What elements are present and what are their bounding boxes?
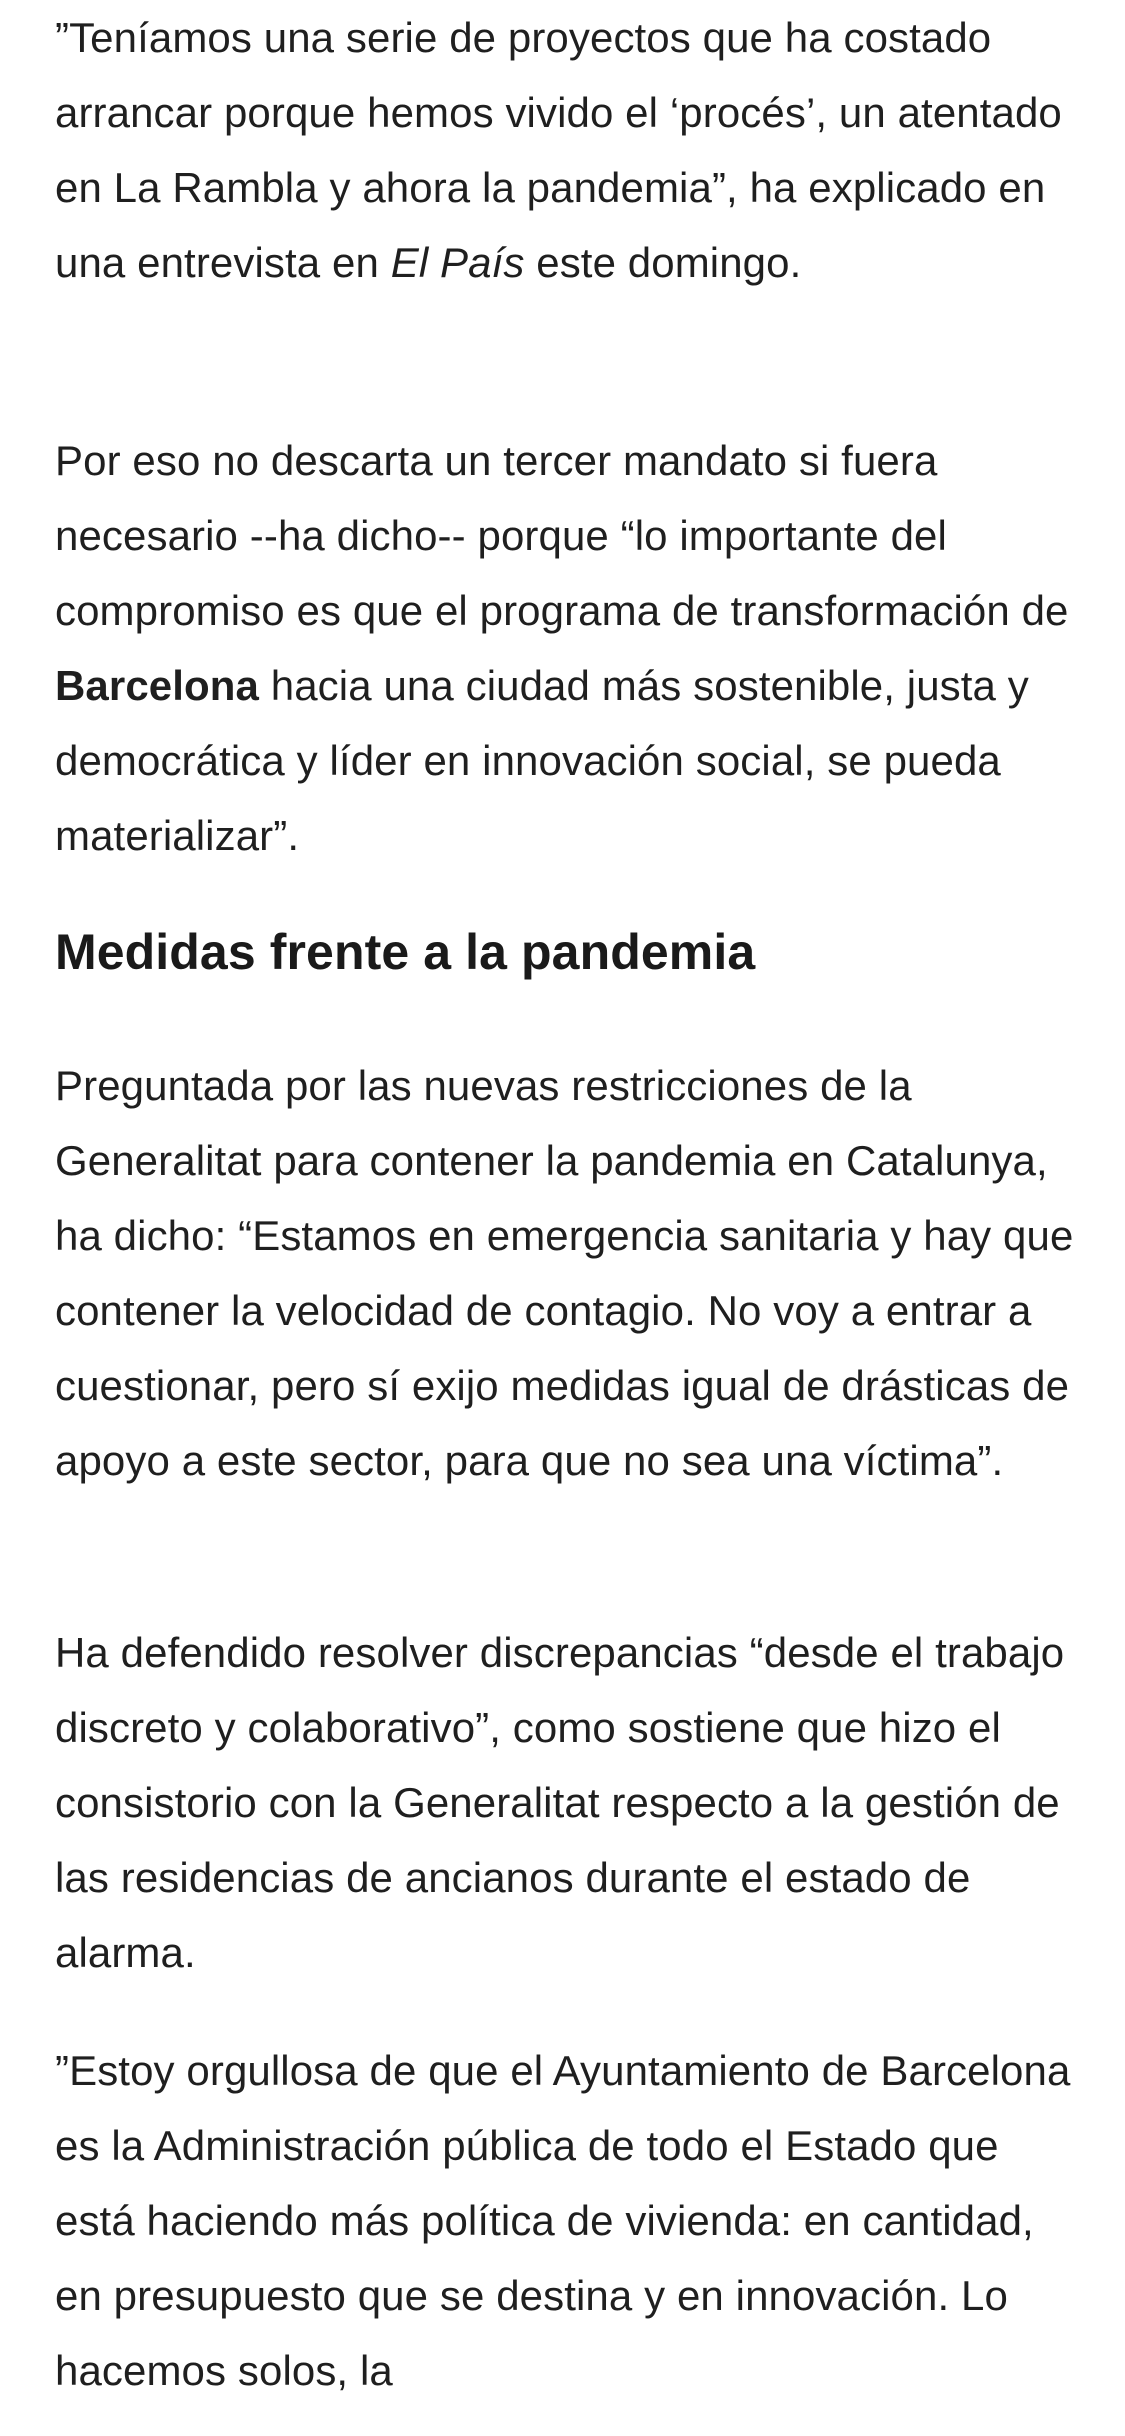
paragraph-discrepancies: Ha defendido resolver discrepancias “desde el trabajo discreto y colaborativo”, como sostiene que hizo el consistorio con la Generalitat respecto a la gestión de las residencias de ancianos durante el estado de alarma. — [55, 1629, 1065, 1976]
paragraph-housing: ”Estoy orgullosa de que el Ayuntamiento de Barcelona es la Administración pública de todo el Estado que está haciendo más política de vivienda: en cantidad, en presupuesto que se destina y en innovación. Lo hacemos solos, la — [55, 2047, 1071, 2394]
paragraph-third-term-text: Por eso no descarta un tercer mandato si fuera necesario --ha dicho-- porque “lo importante del compromiso es que el programa de transformación de — [55, 437, 1069, 634]
paragraph-interview-tail: este domingo. — [524, 239, 802, 286]
paragraph-interview-text: ”Teníamos una serie de proyectos que ha costado arrancar porque hemos vivido el ‘procés’, un atentado en La Rambla y ahora la pandemia”, ha explicado en una entrevista en — [55, 14, 1062, 286]
city-name-bold: Barcelona — [55, 662, 259, 709]
section-heading: Medidas frente a la pandemia — [55, 924, 756, 980]
paragraph-interview — [55, 0, 1075, 300]
newspaper-name: El País — [390, 239, 525, 286]
paragraph-third-term-tail: hacia una ciudad más sostenible, justa y democrática y líder en innovación social, se pueda materializar”. — [55, 662, 1029, 859]
paragraph-restrictions: Preguntada por las nuevas restricciones de la Generalitat para contener la pandemia en Catalunya, ha dicho: “Estamos en emergencia sanitaria y hay que contener la velocidad de contagio. No voy a entrar a cuestionar, pero sí exijo medidas igual de drásticas de apoyo a este sector, para que no sea una víctima”. — [55, 1062, 1074, 1484]
paragraph-third-term — [55, 423, 1075, 873]
